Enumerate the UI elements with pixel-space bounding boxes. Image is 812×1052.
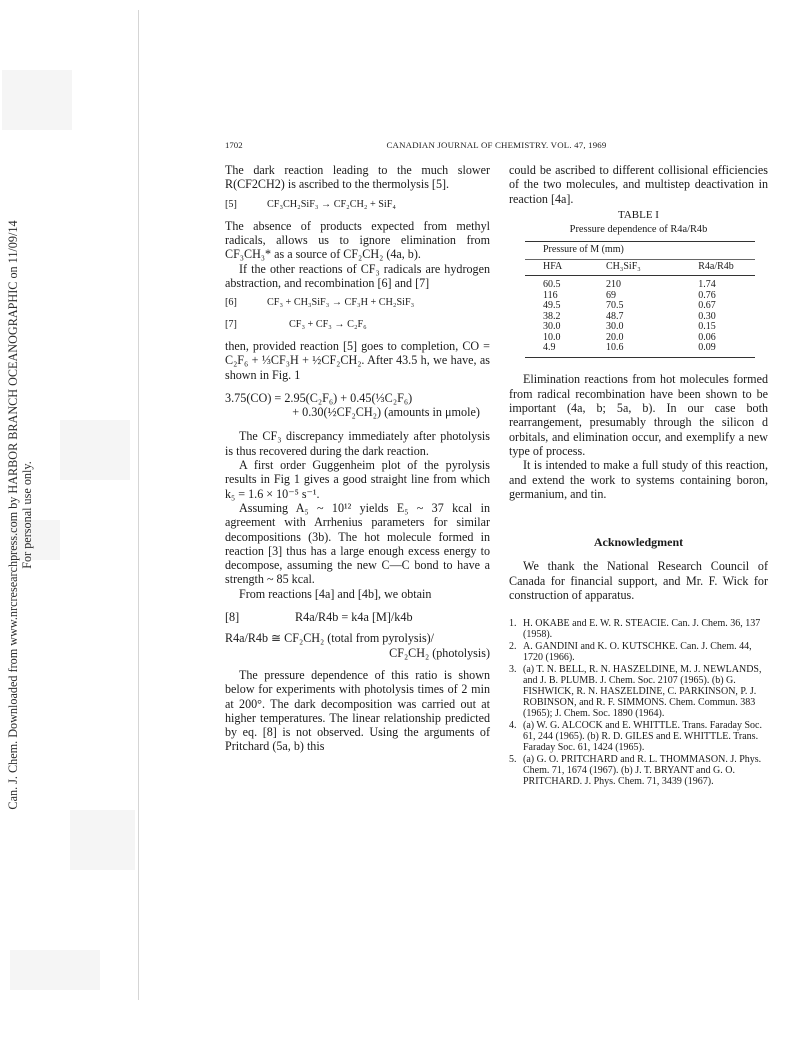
- paragraph: The absence of products expected from methyl radicals, allows us to ignore elimination from CF₃CH₃* as a source of CF₂CH₂ (4a, b).: [225, 218, 490, 262]
- reference-item: [509, 720, 768, 753]
- equation-number: [7]: [225, 318, 237, 330]
- table-row: [525, 280, 755, 291]
- reference-text: (a) W. G. ALCOCK and E. WHITTLE. Trans. Faraday Soc. 61, 244 (1965). (b) R. D. GILES and E. WHITTLE. Trans. Faraday Soc. 61, 1424 (1965).: [523, 720, 762, 754]
- right-column: [509, 163, 768, 788]
- left-column: [225, 163, 490, 754]
- table-cell: 49.5: [543, 300, 561, 312]
- table-cell: 0.30: [698, 310, 716, 322]
- table-cell: 70.5: [605, 300, 624, 312]
- equation-text: CF₃ + CH₃SiF₃ → CF₃H + CH₂SiF₃: [267, 297, 415, 309]
- reference-text: A. GANDINI and K. O. KUTSCHKE. Can. J. Chem. 44, 1720 (1966).: [523, 641, 752, 664]
- paragraph: The pressure dependence of this ratio is shown below for experiments with photolysis times of 2 min at 200°. The dark decomposition was carried out at higher temperatures. The linear relationship predicted by eq. [8] is not observed. Using the arguments of Pritchard (5a, b) this: [225, 667, 490, 754]
- paragraph: From reactions [4a] and [4b], we obtain: [239, 586, 432, 601]
- equation-5: [225, 198, 490, 212]
- acknowledgment-heading: Acknowledgment: [593, 535, 684, 550]
- paragraph: could be ascribed to different collisional efficiencies of the two molecules, and multistep deactivation in reaction [4a].: [509, 163, 768, 206]
- paragraph: Elimination reactions from hot molecules formed from radical recombination have been shown to be important (4a, b; 5a, b). In our case both rearrangement, presumably through the silicon d orbitals, and elimination occur, and exemplify a new type of process.: [509, 372, 768, 458]
- equation-number: [6]: [225, 297, 237, 309]
- table-cell: 0.15: [698, 321, 716, 333]
- paragraph: The CF₃ discrepancy immediately after photolysis is thus recovered during the dark reaction.: [225, 429, 490, 458]
- table-cell: 0.09: [698, 342, 716, 354]
- equation-number: [8]: [225, 610, 240, 625]
- table-row: [525, 333, 755, 344]
- table-cell: 69: [605, 289, 616, 301]
- reference-number: 3.: [509, 664, 517, 676]
- table-cell: 10.6: [605, 342, 624, 354]
- table-row: [525, 343, 755, 354]
- scan-artifact: [60, 420, 130, 480]
- balance-line: + 0.30(½CF₂CH₂) (amounts in μmole): [292, 405, 480, 420]
- table-cell: 30.0: [605, 321, 624, 333]
- reference-item: [509, 641, 768, 663]
- equation-6: [225, 296, 490, 310]
- equation-7: [225, 318, 490, 332]
- table-cell: 210: [605, 279, 621, 291]
- page-number: 1702: [225, 140, 243, 150]
- reference-number: 4.: [509, 720, 517, 732]
- acknowledgment-text: We thank the National Research Council of Canada for financial support, and Mr. F. Wick for construction of apparatus.: [509, 559, 768, 603]
- download-stamp-line2: For personal use only.: [20, 461, 34, 569]
- table-column-header: R4a/R4b: [660, 259, 755, 276]
- table-cell: 30.0: [543, 321, 561, 333]
- table-title: TABLE I: [618, 208, 659, 221]
- table-cell: 20.0: [605, 331, 624, 343]
- balance-line: 3.75(CO) = 2.95(C₂F₆) + 0.45(⅓C₂F₆): [225, 390, 413, 405]
- table-cell: 116: [543, 289, 558, 301]
- reference-text: H. OKABE and E. W. R. STEACIE. Can. J. Chem. 36, 137 (1958).: [523, 618, 761, 641]
- download-stamp-line1: Can. J. Chem. Downloaded from www.nrcresearchpress.com by HARBOR BRANCH OCEANOGRAPHIC on 11/09/14: [6, 220, 20, 810]
- ratio-equation: [225, 631, 490, 660]
- table-column-header: HFA: [525, 259, 573, 276]
- reference-text: (a) T. N. BELL, R. N. HASZELDINE, M. J. NEWLANDS, and J. B. PLUMB. J. Chem. Soc. 2107 (1965). (b) G. FISHWICK, R. N. HASZELDINE, C. PARKINSON, P. J. ROBINSON, and R. F. SIMMONS. Chem. Commun. 383 (1965); J. Chem. Soc. 1890 (1964).: [523, 664, 762, 720]
- reference-number: 1.: [509, 618, 517, 630]
- table-group-header: Pressure of M (mm): [543, 244, 624, 256]
- table-cell: 48.7: [605, 310, 624, 322]
- equation-text: CF₃CH₂SiF₃ → CF₂CH₂ + SiF₄: [267, 198, 396, 210]
- paragraph: then, provided reaction [5] goes to completion, CO = C₂F₆ + ⅓CF₃H + ½CF₂CH₂. After 43.5 h, we have, as shown in Fig. 1: [225, 338, 490, 382]
- table-cell: 4.9: [543, 342, 556, 354]
- table-cell: 10.0: [543, 331, 561, 343]
- equation-8: [225, 610, 490, 624]
- table-column-header: CH₃SiF₃: [573, 259, 660, 276]
- reference-item: [509, 618, 768, 640]
- data-table: [525, 241, 755, 358]
- journal-title: CANADIAN JOURNAL OF CHEMISTRY. VOL. 47, 1969: [386, 140, 607, 150]
- paragraph: The dark reaction leading to the much slower R(CF2CH2) is ascribed to the thermolysis [5].: [225, 163, 490, 192]
- table-cell: 0.06: [698, 331, 716, 343]
- table-cell: 60.5: [543, 279, 561, 291]
- table-cell: 0.76: [698, 289, 716, 301]
- equation-text: R4a/R4b = k4a [M]/k4b: [295, 610, 413, 625]
- equation-text: CF₃ + CF₃ → C₂F₆: [289, 318, 367, 330]
- reference-item: [509, 664, 768, 719]
- paragraph: If the other reactions of CF₃ radicals are hydrogen abstraction, and recombination [6] and [7]: [225, 261, 490, 291]
- reference-list: [509, 618, 768, 787]
- reference-number: 2.: [509, 641, 517, 653]
- balance-equation: [225, 391, 490, 420]
- ratio-line: CF₂CH₂ (photolysis): [389, 645, 490, 660]
- reference-item: [509, 754, 768, 787]
- reference-number: 5.: [509, 754, 517, 766]
- table-cell: 0.67: [698, 300, 716, 312]
- paragraph: Assuming A₅ ~ 10¹² yields E₅ ~ 37 kcal in agreement with Arrhenius parameters for similar decompositions (3b). The hot molecule formed in reaction [3] thus has a large enough excess energy to decompose, assuming the new C—C bond to have a strength ~ 85 kcal.: [225, 500, 490, 587]
- table-caption: Pressure dependence of R4a/R4b: [569, 224, 708, 236]
- paragraph: It is intended to make a full study of this reaction, and extend the work to systems containing boron, germanium, and tin.: [509, 458, 768, 501]
- download-stamp: [6, 0, 46, 1030]
- table-cell: 1.74: [698, 279, 716, 291]
- page-edge-rule: [138, 10, 139, 1000]
- paragraph: A first order Guggenheim plot of the pyrolysis results in Fig 1 gives a good straight line from which k₅ = 1.6 × 10⁻⁵ s⁻¹.: [225, 458, 490, 501]
- ratio-line: R4a/R4b ≅ CF₂CH₂ (total from pyrolysis)/: [225, 631, 435, 646]
- table-cell: 38.2: [543, 310, 561, 322]
- scan-artifact: [70, 810, 135, 870]
- reference-text: (a) G. O. PRITCHARD and R. L. THOMMASON. J. Phys. Chem. 71, 1674 (1967). (b) J. T. BRYANT and G. O. PRITCHARD. J. Phys. Chem. 71, 3439 (1967).: [523, 754, 762, 788]
- equation-number: [5]: [225, 198, 237, 210]
